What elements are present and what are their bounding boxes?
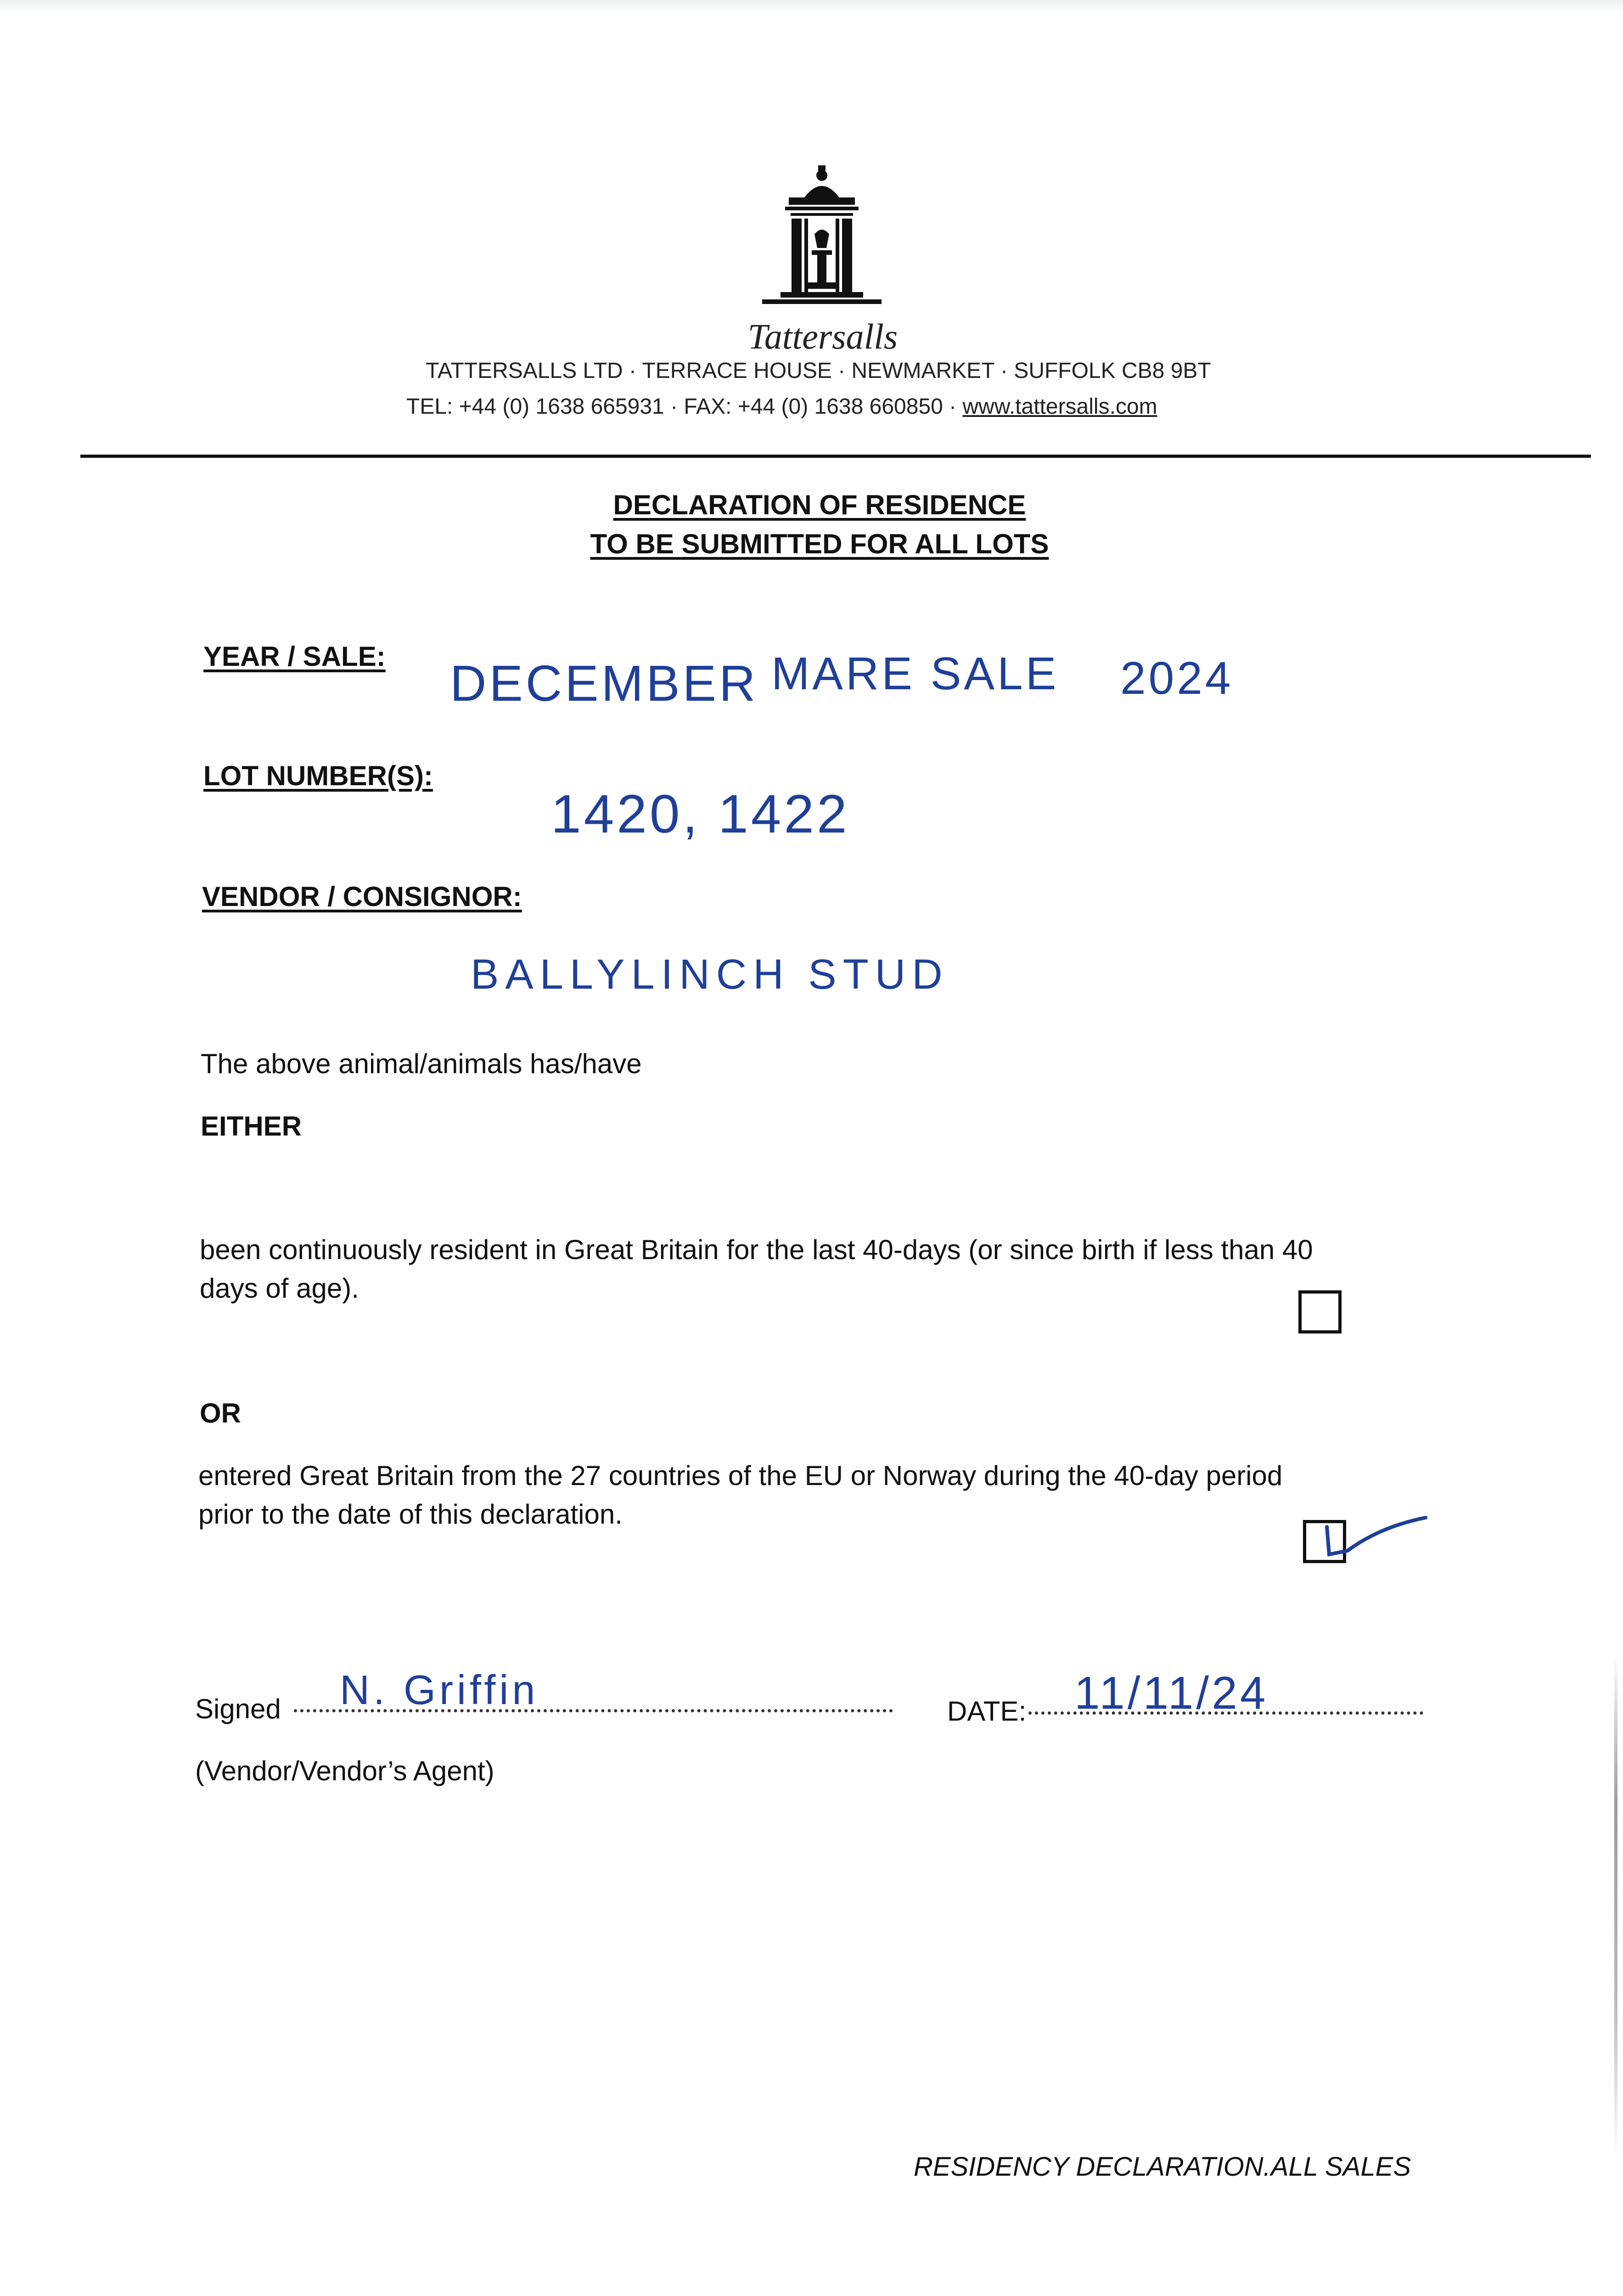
year-sale-value-year[interactable]: 2024 xyxy=(1120,653,1234,704)
year-sale-value-sale[interactable]: MARE SALE xyxy=(771,648,1059,699)
declaration-intro: The above animal/animals has/have xyxy=(201,1048,642,1079)
website-link[interactable]: www.tattersalls.com xyxy=(962,394,1157,419)
brand-name: Tattersalls xyxy=(747,316,898,356)
or-label: OR xyxy=(200,1398,241,1429)
year-sale-value-month[interactable]: DECEMBER xyxy=(450,655,758,712)
document-subtitle: TO BE SUBMITTED FOR ALL LOTS xyxy=(590,529,1049,559)
lot-number-label: LOT NUMBER(S): xyxy=(203,760,433,791)
year-sale-label: YEAR / SALE: xyxy=(203,641,386,672)
option-1-checkbox[interactable] xyxy=(1298,1290,1342,1334)
form-identifier: RESIDENCY DECLARATION.ALL SALES xyxy=(914,2152,1411,2182)
contact-line xyxy=(406,394,1157,419)
letterhead-divider xyxy=(80,455,1591,458)
signer-role-note: (Vendor/Vendor’s Agent) xyxy=(195,1756,494,1786)
contact-numbers: TEL: +44 (0) 1638 665931 · FAX: +44 (0) 1638 660850 · xyxy=(406,394,963,419)
option-1-line-2: days of age). xyxy=(200,1273,359,1304)
signature-value[interactable]: N. Griffin xyxy=(340,1667,539,1713)
tattersalls-logo-icon xyxy=(753,165,891,321)
option-2-line-2: prior to the date of this declaration. xyxy=(198,1499,623,1530)
option-1-line-1: been continuously resident in Great Britain for the last 40-days (or since birth if less than 40 xyxy=(200,1234,1313,1265)
scan-shadow-top xyxy=(0,0,1623,12)
lot-number-value[interactable]: 1420, 1422 xyxy=(551,784,850,844)
vendor-value[interactable]: BALLYLINCH STUD xyxy=(471,951,949,998)
either-label: EITHER xyxy=(201,1111,302,1142)
scan-shadow-edge xyxy=(1614,1653,1617,2158)
address-line: TATTERSALLS LTD · TERRACE HOUSE · NEWMARKET · SUFFOLK CB8 9BT xyxy=(426,359,1211,383)
date-label: DATE: xyxy=(947,1696,1027,1727)
checkmark-icon xyxy=(1311,1508,1430,1570)
date-value[interactable]: 11/11/24 xyxy=(1074,1667,1269,1719)
vendor-label: VENDOR / CONSIGNOR: xyxy=(202,881,522,912)
option-2-line-1: entered Great Britain from the 27 countries of the EU or Norway during the 40-day period xyxy=(198,1460,1283,1491)
document-title: DECLARATION OF RESIDENCE xyxy=(613,490,1026,520)
signed-label: Signed xyxy=(195,1694,281,1724)
